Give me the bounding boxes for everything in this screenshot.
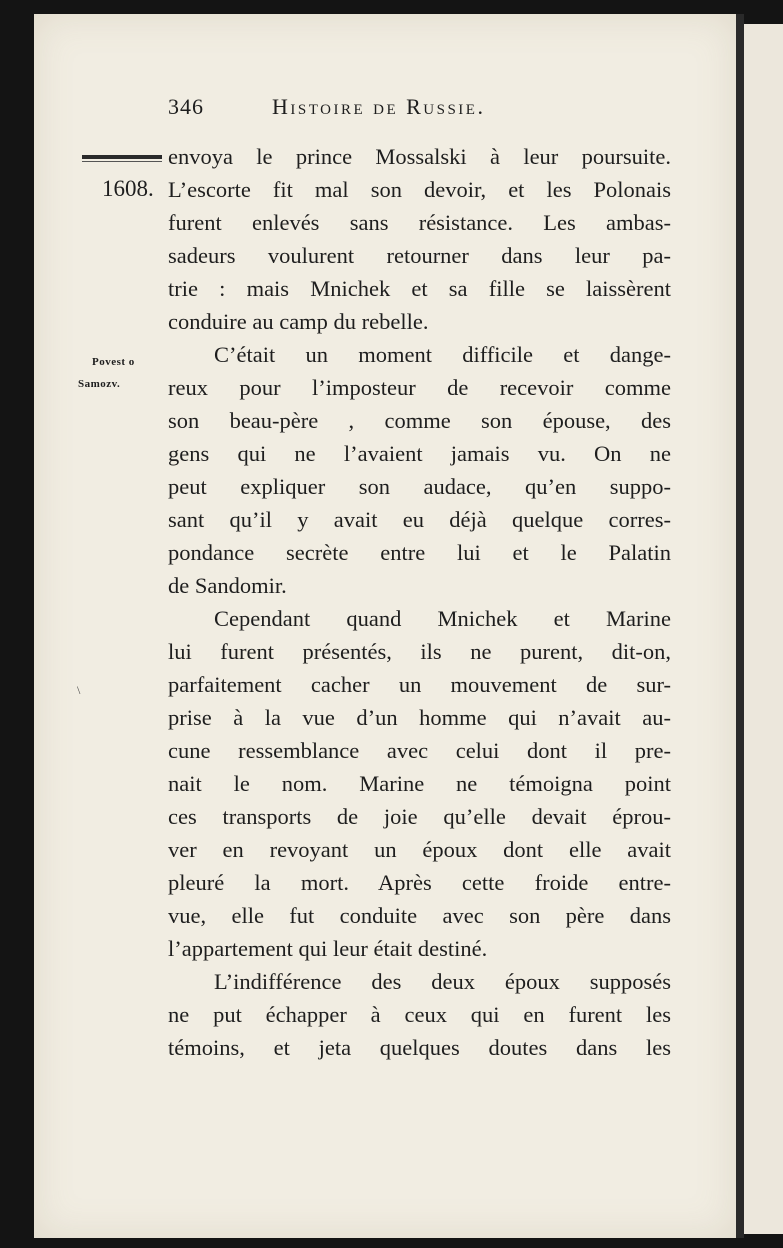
text-line: peut expliquer son audace, qu’en suppo- <box>168 474 671 499</box>
text-line: parfaitement cacher un mouvement de sur- <box>168 672 671 697</box>
text-line: ver en revoyant un époux dont elle avait <box>168 837 671 862</box>
text-line: trie : mais Mnichek et sa fille se laissèrent <box>168 276 671 301</box>
text-line: envoya le prince Mossalski à leur poursuite. <box>168 144 671 169</box>
text-line: L’indifférence des deux époux supposés <box>214 969 671 994</box>
text-line: ne put échapper à ceux qui en furent les <box>168 1002 671 1027</box>
text-line: témoins, et jeta quelques doutes dans les <box>168 1035 671 1060</box>
running-head <box>168 94 668 126</box>
section-rule <box>82 155 162 159</box>
text-line: Cependant quand Mnichek et Marine <box>214 606 671 631</box>
text-line: nait le nom. Marine ne témoigna point <box>168 771 671 796</box>
text-line: sadeurs voulurent retourner dans leur pa- <box>168 243 671 268</box>
section-rule-thin <box>82 161 162 162</box>
text-line: de Sandomir. <box>168 573 287 598</box>
text-line: sant qu’il y avait eu déjà quelque corres- <box>168 507 671 532</box>
spine-shadow <box>736 14 744 1238</box>
text-line: furent enlevés sans résistance. Les ambas- <box>168 210 671 235</box>
text-line: cune ressemblance avec celui dont il pre- <box>168 738 671 763</box>
text-line: son beau-père , comme son épouse, des <box>168 408 671 433</box>
text-line: lui furent présentés, ils ne purent, dit-on, <box>168 639 671 664</box>
text-line: pondance secrète entre lui et le Palatin <box>168 540 671 565</box>
text-line: C’était un moment difficile et dange- <box>214 342 671 367</box>
text-line: prise à la vue d’un homme qui n’avait au- <box>168 705 671 730</box>
facing-page-edge <box>744 24 783 1234</box>
body-text <box>168 140 671 1064</box>
text-line: reux pour l’imposteur de recevoir comme <box>168 375 671 400</box>
text-line: l’appartement qui leur était destiné. <box>168 936 488 961</box>
text-line: conduire au camp du rebelle. <box>168 309 429 334</box>
margin-note-line-2: Samozv. <box>78 378 121 390</box>
page-title: Histoire de Russie. <box>272 94 486 119</box>
text-line: gens qui ne l’avaient jamais vu. On ne <box>168 441 671 466</box>
page-number: 346 <box>168 94 204 119</box>
text-line: ces transports de joie qu’elle devait éprou- <box>168 804 671 829</box>
text-line: L’escorte fit mal son devoir, et les Polonais <box>168 177 671 202</box>
text-line: vue, elle fut conduite avec son père dans <box>168 903 671 928</box>
text-line: pleuré la mort. Après cette froide entre- <box>168 870 671 895</box>
margin-note-line-1: Povest o <box>92 356 135 368</box>
stray-mark: \ <box>77 683 81 697</box>
margin-year: 1608. <box>102 176 154 201</box>
